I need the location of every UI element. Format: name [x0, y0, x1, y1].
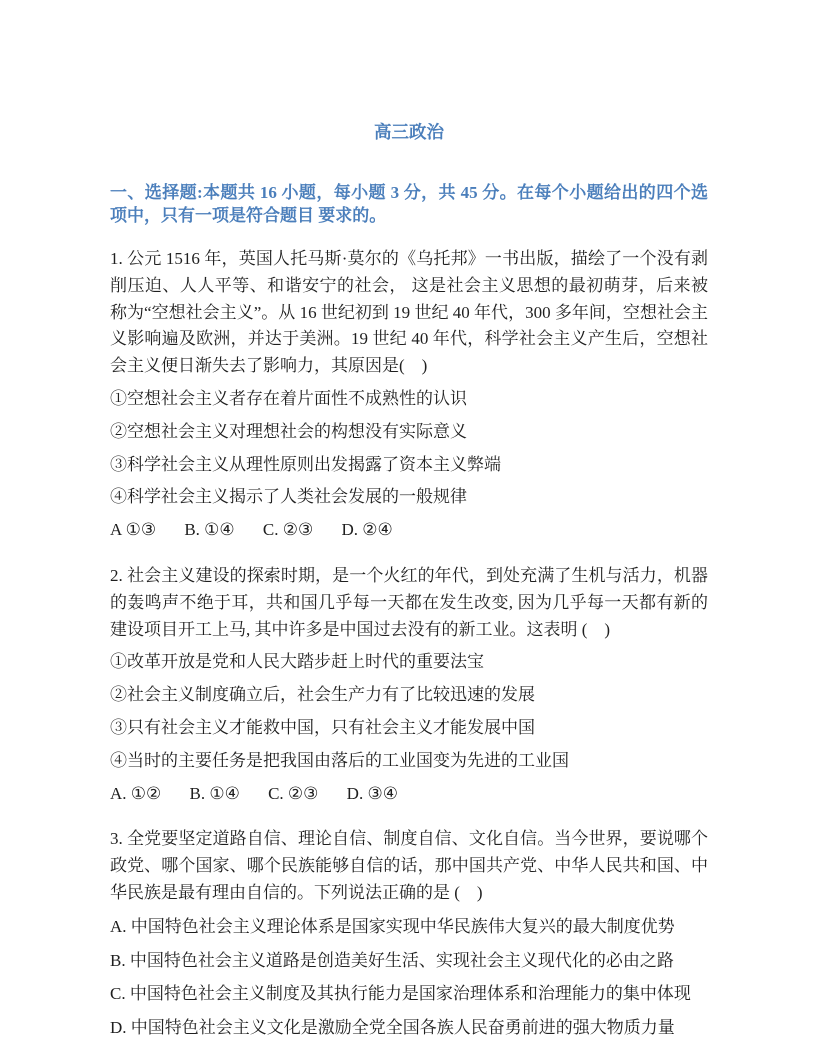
question-3: [110, 826, 708, 1042]
question-1-statement-2: ②空想社会主义对理想社会的构想没有实际意义: [110, 421, 467, 441]
question-1-statement-1: ①空想社会主义者存在着片面性不成熟性的认识: [110, 388, 467, 408]
page-title: 高三政治: [374, 122, 444, 142]
question-2-choice-a: A. ①②: [110, 783, 162, 803]
question-1-choice-b: B. ①④: [184, 520, 235, 540]
question-3-choice-a: A. 中国特色社会主义理论体系是国家实现中华民族伟大复兴的最大制度优势: [110, 916, 675, 936]
question-1-statement-3: ③科学社会主义从理性原则出发揭露了资本主义弊端: [110, 454, 501, 474]
question-2-choice-d: D. ③④: [346, 783, 398, 803]
question-3-choice-d: D. 中国特色社会主义文化是激励全党全国各族人民奋勇前进的强大物质力量: [110, 1018, 675, 1038]
question-1: [110, 246, 708, 544]
question-1-choice-d: D. ②④: [341, 520, 393, 540]
question-2-statement-3: ③只有社会主义才能救中国，只有社会主义才能发展中国: [110, 717, 535, 737]
question-2-stem: 2. 社会主义建设的探索时期，是一个火红的年代，到处充满了生机与活力，机器的轰鸣声不绝于耳，共和国几乎每一天都在发生改变, 因为几乎每一天都有新的建设项目开工上马, 其中许多是中国过去没有的新工业。这表明 ( ): [110, 565, 708, 639]
question-1-stem: 1. 公元 1516 年，英国人托马斯·莫尔的《乌托邦》一书出版，描绘了一个没有剥削压迫、人人平等、和谐安宁的社会， 这是社会主义思想的最初萌芽，后来被称为“空想社会主义”。从 16 世纪初到 19 世纪 40 年代，300 多年间，空想社会主义影响遍及欧洲，并达于美洲。19 世纪 40 年代，科学社会主义产生后，空想社会主义便日渐失去了影响力，其原因是( ): [110, 249, 708, 376]
question-1-choices-row: [110, 517, 708, 544]
question-3-choice-b: B. 中国特色社会主义道路是创造美好生活、实现社会主义现代化的必由之路: [110, 950, 674, 970]
question-1-choice-c: C. ②③: [262, 520, 314, 540]
section-header: 一、选择题:本题共 16 小题，每小题 3 分，共 45 分。在每个小题给出的四个选项中，只有一项是符合题目 要求的。: [110, 183, 708, 225]
question-3-stem: 3. 全党要坚定道路自信、理论自信、制度自信、文化自信。当今世界，要说哪个政党、哪个国家、哪个民族能够自信的话，那中国共产党、中华人民共和国、中华民族是最有理由自信的。下列说法正确的是 ( ): [110, 829, 708, 902]
question-2-statement-1: ①改革开放是党和人民大踏步赶上时代的重要法宝: [110, 652, 484, 672]
question-3-choice-c: C. 中国特色社会主义制度及其执行能力是国家治理体系和治理能力的集中体现: [110, 984, 691, 1004]
question-2-choice-b: B. ①④: [189, 783, 240, 803]
question-2-choice-c: C. ②③: [268, 783, 319, 803]
question-1-statement-4: ④科学社会主义揭示了人类社会发展的一般规律: [110, 487, 467, 507]
question-2: [110, 563, 708, 807]
question-1-choice-a: A ①③: [110, 520, 157, 540]
question-2-statement-2: ②社会主义制度确立后，社会生产力有了比较迅速的发展: [110, 685, 535, 705]
question-2-choices-row: [110, 781, 708, 808]
question-2-statement-4: ④当时的主要任务是把我国由落后的工业国变为先进的工业国: [110, 750, 569, 770]
